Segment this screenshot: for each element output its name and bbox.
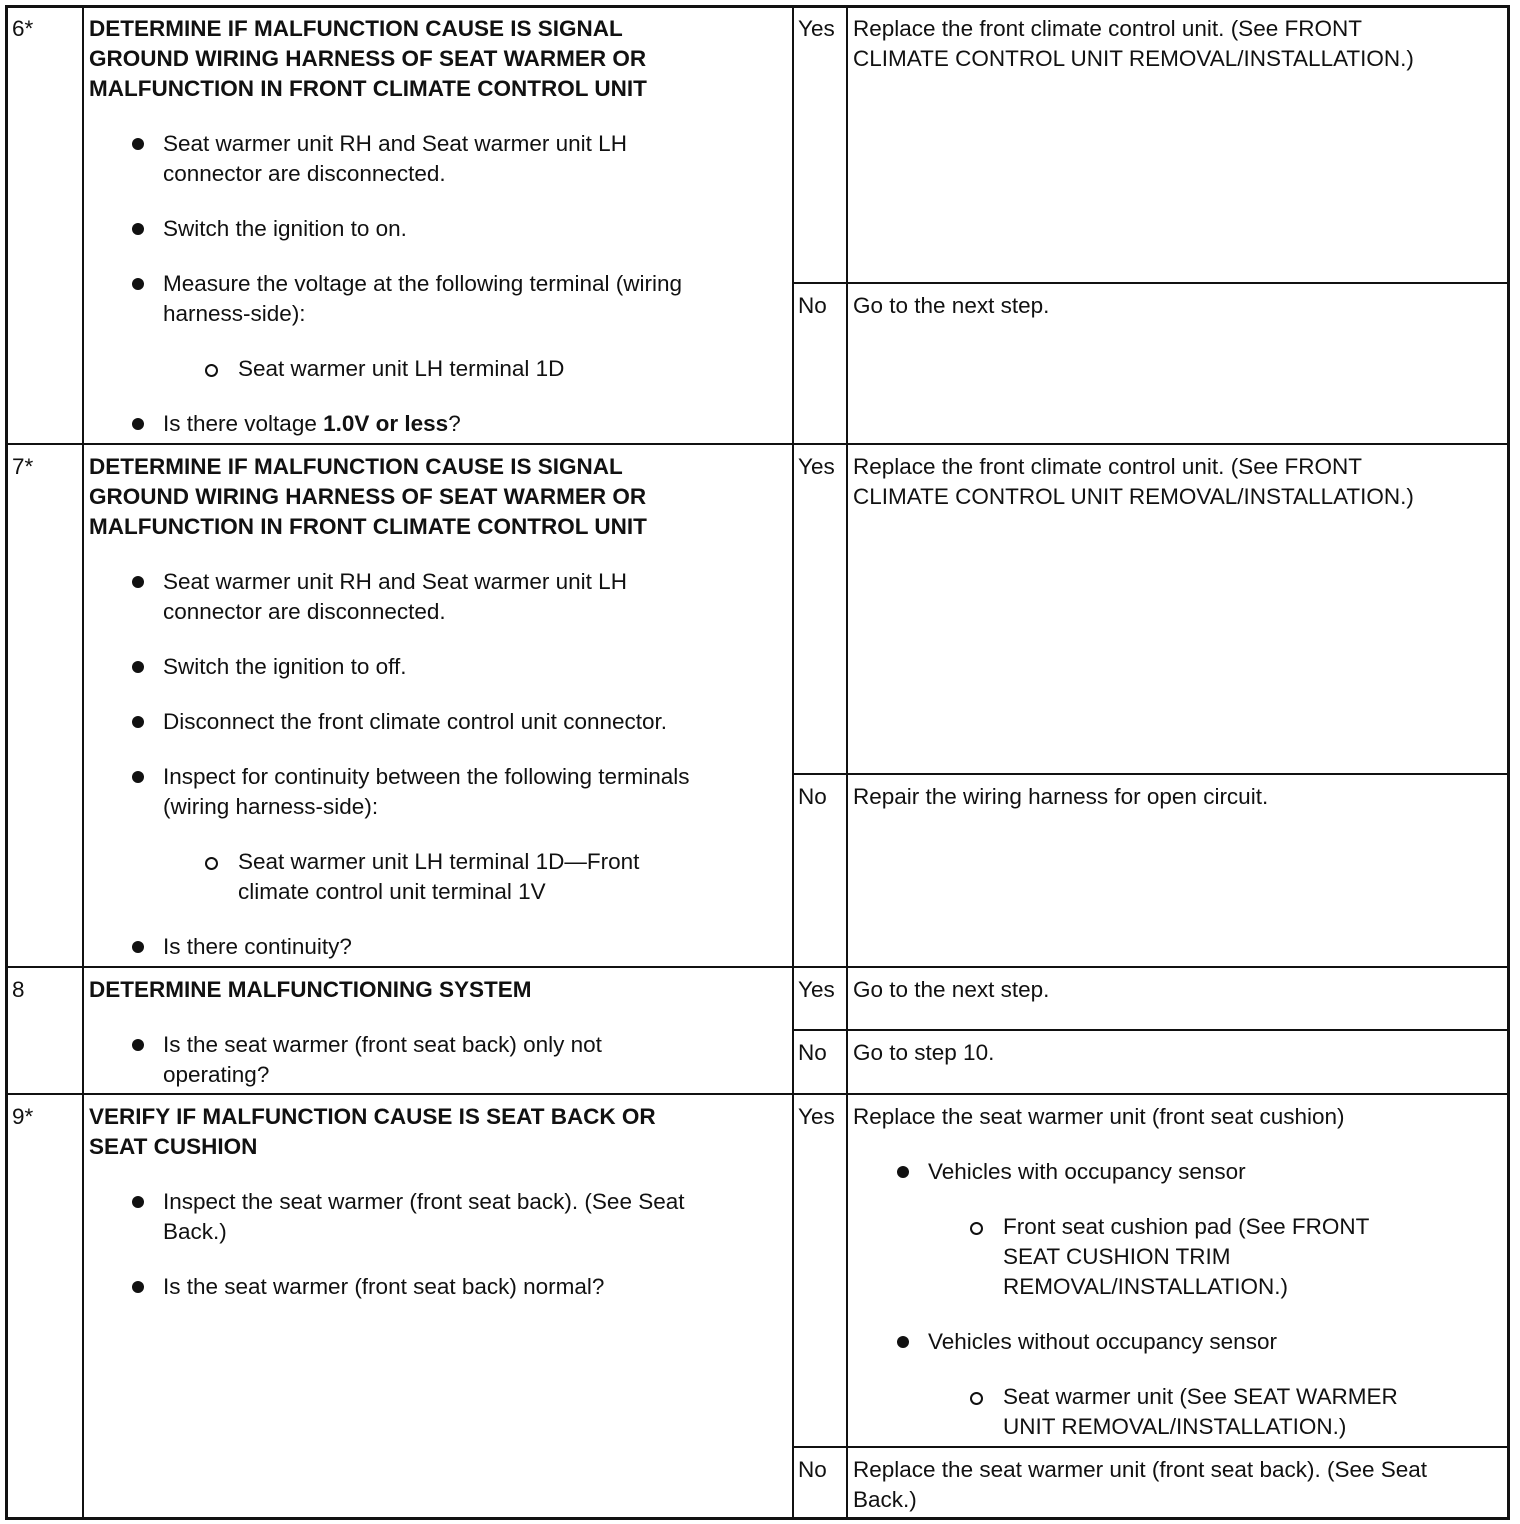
procedure-text: Is the seat warmer (front seat back) normal? [163, 1274, 605, 1299]
procedure-text: Is the seat warmer (front seat back) only not [163, 1032, 602, 1057]
no-action: Go to step 10. [853, 1040, 995, 1065]
bullet-icon [132, 138, 144, 150]
procedure-text: operating? [163, 1062, 270, 1087]
yes-action-text: SEAT CUSHION TRIM [1003, 1244, 1231, 1269]
step-title: GROUND WIRING HARNESS OF SEAT WARMER OR [89, 484, 647, 509]
procedure-text: Seat warmer unit RH and Seat warmer unit LH [163, 131, 627, 156]
no-label: No [798, 784, 827, 809]
step-number: 7* [12, 454, 34, 479]
bullet-icon [132, 1196, 144, 1208]
bullet-icon [132, 941, 144, 953]
step-title: DETERMINE MALFUNCTIONING SYSTEM [89, 977, 532, 1002]
yes-action: Replace the seat warmer unit (front seat cushion) [853, 1104, 1345, 1129]
step-title: VERIFY IF MALFUNCTION CAUSE IS SEAT BACK OR [89, 1104, 656, 1129]
yes-no-divider [792, 1029, 1510, 1031]
procedure-text: harness-side): [163, 301, 306, 326]
bullet-icon [897, 1336, 909, 1348]
step-title: DETERMINE IF MALFUNCTION CAUSE IS SIGNAL [89, 16, 623, 41]
procedure-text: Seat warmer unit LH terminal 1D [238, 356, 565, 381]
sub-bullet-icon [205, 857, 218, 870]
column-divider [82, 5, 84, 1520]
procedure-text [163, 409, 461, 439]
procedure-text: Measure the voltage at the following terminal (wiring [163, 271, 683, 296]
no-action: Replace the seat warmer unit (front seat back). (See Seat [853, 1457, 1428, 1482]
yes-label: Yes [798, 16, 835, 41]
procedure-text: Disconnect the front climate control unit connector. [163, 709, 668, 734]
yes-action-text: Seat warmer unit (See SEAT WARMER [1003, 1384, 1398, 1409]
step-title: GROUND WIRING HARNESS OF SEAT WARMER OR [89, 46, 647, 71]
question-text: Is there voltage [163, 411, 324, 436]
yes-action: Go to the next step. [853, 977, 1050, 1002]
procedure-text: climate control unit terminal 1V [238, 879, 546, 904]
bullet-icon [132, 771, 144, 783]
no-label: No [798, 293, 827, 318]
yes-action: CLIMATE CONTROL UNIT REMOVAL/INSTALLATION.) [853, 484, 1414, 509]
yes-action: CLIMATE CONTROL UNIT REMOVAL/INSTALLATION.) [853, 46, 1414, 71]
procedure-text: Inspect for continuity between the following terminals [163, 764, 690, 789]
bullet-icon [132, 418, 144, 430]
column-divider [792, 5, 794, 1520]
bullet-icon [132, 716, 144, 728]
row-divider [5, 1093, 1510, 1095]
step-title: DETERMINE IF MALFUNCTION CAUSE IS SIGNAL [89, 454, 623, 479]
step-title: MALFUNCTION IN FRONT CLIMATE CONTROL UNIT [89, 514, 647, 539]
yes-action: Replace the front climate control unit. (See FRONT [853, 16, 1362, 41]
question-mark: ? [448, 411, 461, 436]
column-divider [846, 5, 848, 1520]
bullet-icon [132, 1039, 144, 1051]
threshold-value: 1.0V or less [323, 411, 449, 436]
procedure-text: Is there continuity? [163, 934, 352, 959]
no-label: No [798, 1040, 827, 1065]
procedure-text: Seat warmer unit LH terminal 1D—Front [238, 849, 640, 874]
procedure-text: Switch the ignition to on. [163, 216, 407, 241]
yes-no-divider [792, 1446, 1510, 1448]
procedure-text: Back.) [163, 1219, 227, 1244]
procedure-text: Seat warmer unit RH and Seat warmer unit LH [163, 569, 627, 594]
step-number: 6* [12, 16, 34, 41]
sub-bullet-icon [970, 1392, 983, 1405]
step-title: MALFUNCTION IN FRONT CLIMATE CONTROL UNIT [89, 76, 647, 101]
step-number: 8 [12, 977, 25, 1002]
bullet-icon [897, 1166, 909, 1178]
sub-bullet-icon [205, 364, 218, 377]
yes-action-text: UNIT REMOVAL/INSTALLATION.) [1003, 1414, 1347, 1439]
bullet-icon [132, 661, 144, 673]
yes-action-text: REMOVAL/INSTALLATION.) [1003, 1274, 1289, 1299]
procedure-text: Switch the ignition to off. [163, 654, 407, 679]
bullet-icon [132, 576, 144, 588]
bullet-icon [132, 278, 144, 290]
sub-bullet-icon [970, 1222, 983, 1235]
yes-action-text: Vehicles without occupancy sensor [928, 1329, 1277, 1354]
row-divider [5, 966, 1510, 968]
procedure-text: Inspect the seat warmer (front seat back). (See Seat [163, 1189, 685, 1214]
yes-action-text: Front seat cushion pad (See FRONT [1003, 1214, 1370, 1239]
step-number: 9* [12, 1104, 34, 1129]
yes-label: Yes [798, 454, 835, 479]
step-title: SEAT CUSHION [89, 1134, 258, 1159]
row-divider [5, 443, 1510, 445]
procedure-text: connector are disconnected. [163, 599, 446, 624]
bullet-icon [132, 1281, 144, 1293]
yes-no-divider [792, 282, 1510, 284]
no-action: Back.) [853, 1487, 917, 1512]
bullet-icon [132, 223, 144, 235]
yes-no-divider [792, 773, 1510, 775]
no-action: Go to the next step. [853, 293, 1050, 318]
yes-label: Yes [798, 977, 835, 1002]
yes-action: Replace the front climate control unit. (See FRONT [853, 454, 1362, 479]
yes-label: Yes [798, 1104, 835, 1129]
procedure-text: connector are disconnected. [163, 161, 446, 186]
procedure-text: (wiring harness-side): [163, 794, 379, 819]
no-action: Repair the wiring harness for open circuit. [853, 784, 1269, 809]
no-label: No [798, 1457, 827, 1482]
yes-action-text: Vehicles with occupancy sensor [928, 1159, 1246, 1184]
